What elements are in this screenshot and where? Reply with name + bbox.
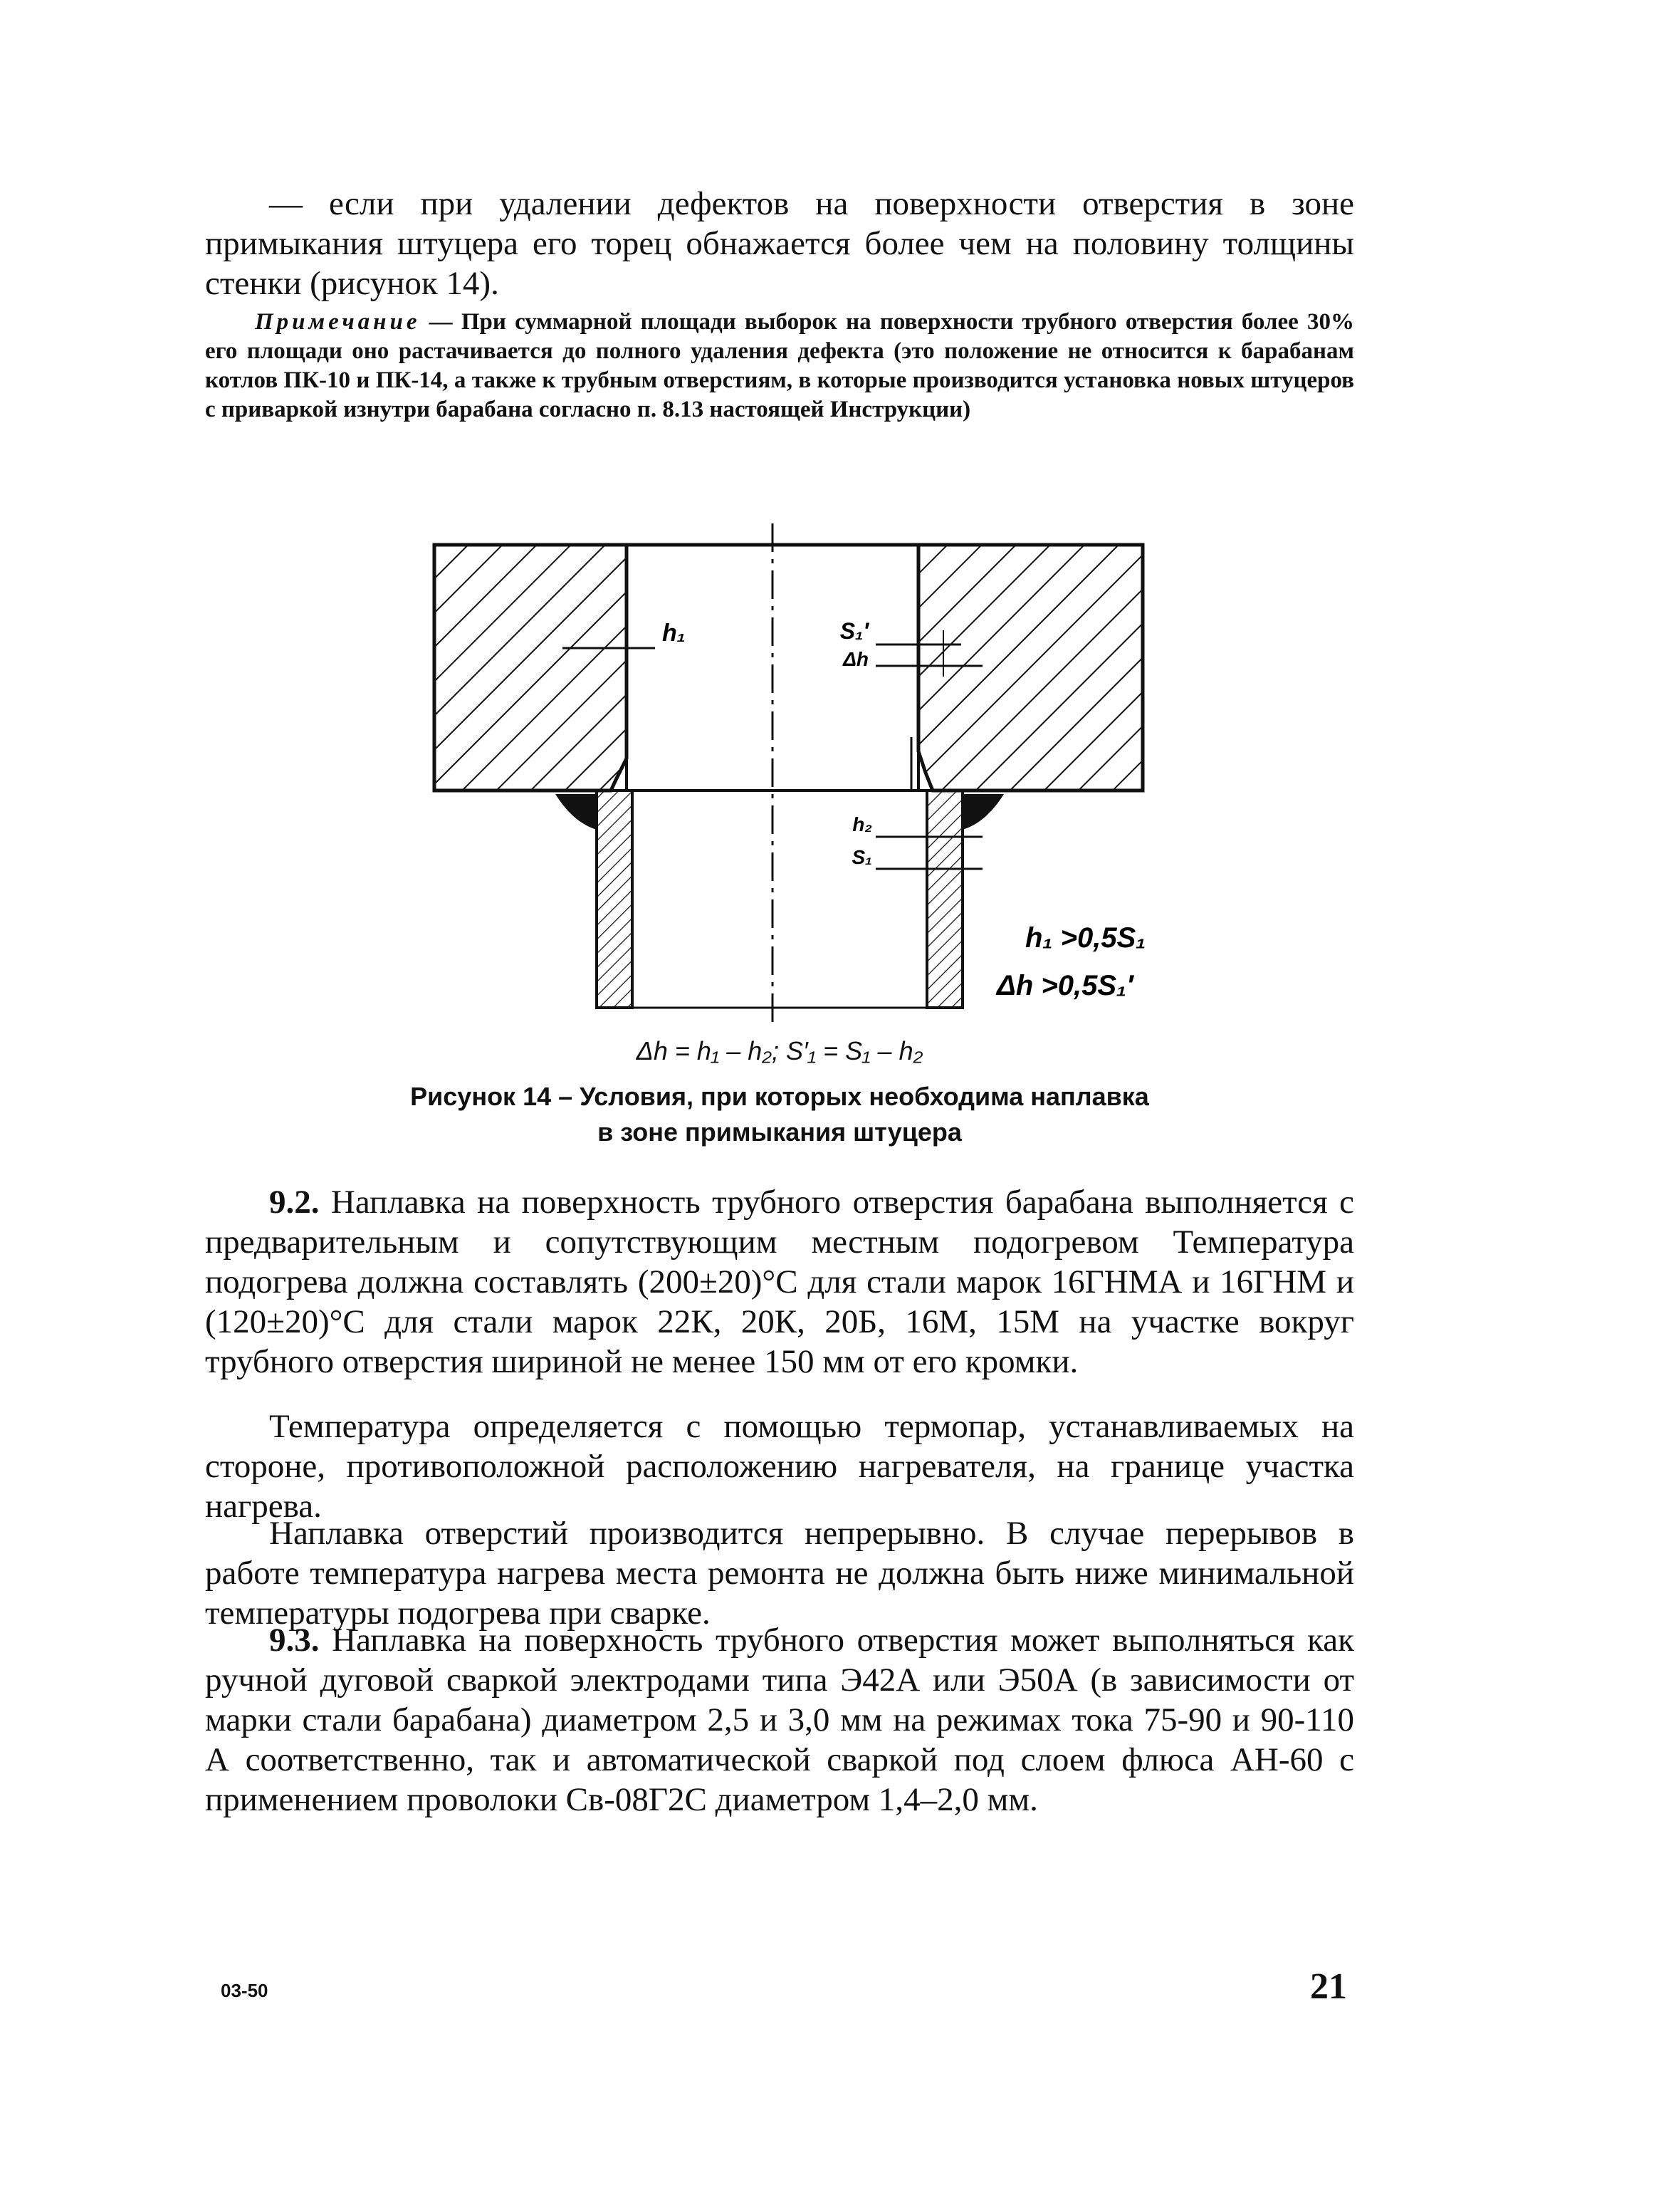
drum-wall-right xyxy=(918,545,1143,791)
nozzle-wall-right xyxy=(927,791,963,1008)
temperature-paragraph: Температура определяется с помощью термопар, устанавливаемых на стороне, противоположной расположению нагревателя, на границе участка нагрева. xyxy=(205,1408,1354,1525)
label-delta-h: Δh xyxy=(843,648,869,670)
page-number: 21 xyxy=(1310,1966,1347,2007)
section-9-3 xyxy=(205,1620,1354,1820)
weld-left xyxy=(555,794,597,830)
figure-14-drawing xyxy=(420,523,1203,1036)
continuity-paragraph: Наплавка отверстий производится непрерывно. В случае перерывов в работе температура нагрева места ремонта не должна быть ниже минимальной температуры подогрева при сварке. xyxy=(205,1515,1354,1632)
label-s1-prime: S₁′ xyxy=(839,618,869,644)
label-h2: h₂ xyxy=(852,813,872,835)
figure-formula: Δh = h₁ – h₂; S′₁ = S₁ – h₂ xyxy=(636,1036,923,1065)
label-s1: S₁ xyxy=(852,846,872,868)
note-paragraph xyxy=(205,308,1354,424)
label-h1: h₁ xyxy=(662,620,686,647)
footer-code: 03-50 xyxy=(221,1980,268,2001)
weld-right xyxy=(963,794,1004,830)
note-text: — При суммарной площади выборок на поверхности трубного отверстия более 30% его площади оно растачивается до полного удаления дефекта (это положение не относится к барабанам котлов ПК-10 и ПК-14, а также к трубным отверстиям, в которые производится установка новых штуцеров с приваркой изнутри барабана согласно п. 8.13 настоящей Инструкции) xyxy=(205,309,1354,422)
condition-1: h₁ >0,5S₁ xyxy=(1025,922,1146,954)
section-text: Наплавка на поверхность трубного отверстия может выполняться как ручной дуговой сваркой электродами типа Э42А или Э50А (в зависимости от марки стали барабана) диаметром 2,5 и 3,0 мм на режимах тока 75-90 и 90-110 А соответственно, так и автоматической сваркой под слоем флюса АН-60 с применением проволоки Св-08Г2С диаметром 1,4–2,0 мм. xyxy=(205,1622,1354,1818)
section-9-2 xyxy=(205,1182,1354,1382)
section-number: 9.3. xyxy=(269,1622,320,1659)
intro-paragraph: — если при удалении дефектов на поверхности отверстия в зоне примыкания штуцера его торец обнажается более чем на половину толщины стенки (рисунок 14). xyxy=(205,185,1354,302)
figure-caption xyxy=(205,1079,1354,1150)
drum-wall-left xyxy=(434,545,627,791)
caption-line-1: Рисунок 14 – Условия, при которых необходима наплавка xyxy=(410,1082,1149,1111)
section-number: 9.2. xyxy=(269,1184,320,1221)
condition-2: Δh >0,5S₁′ xyxy=(997,970,1133,1001)
nozzle-wall-left xyxy=(597,791,632,1008)
note-heading: Примечание xyxy=(255,309,421,335)
section-text: Наплавка на поверхность трубного отверстия барабана выполняется с предварительным и сопутствующим местным подогревом Температура подогрева должна составлять (200±20)°С для стали марок 16ГНМА и 16ГНМ и (120±20)°С для стали марок 22К, 20К, 20Б, 16М, 15М на участке вокруг трубного отверстия шириной не менее 150 мм от его кромки. xyxy=(205,1184,1354,1380)
caption-line-2: в зоне примыкания штуцера xyxy=(597,1117,962,1147)
